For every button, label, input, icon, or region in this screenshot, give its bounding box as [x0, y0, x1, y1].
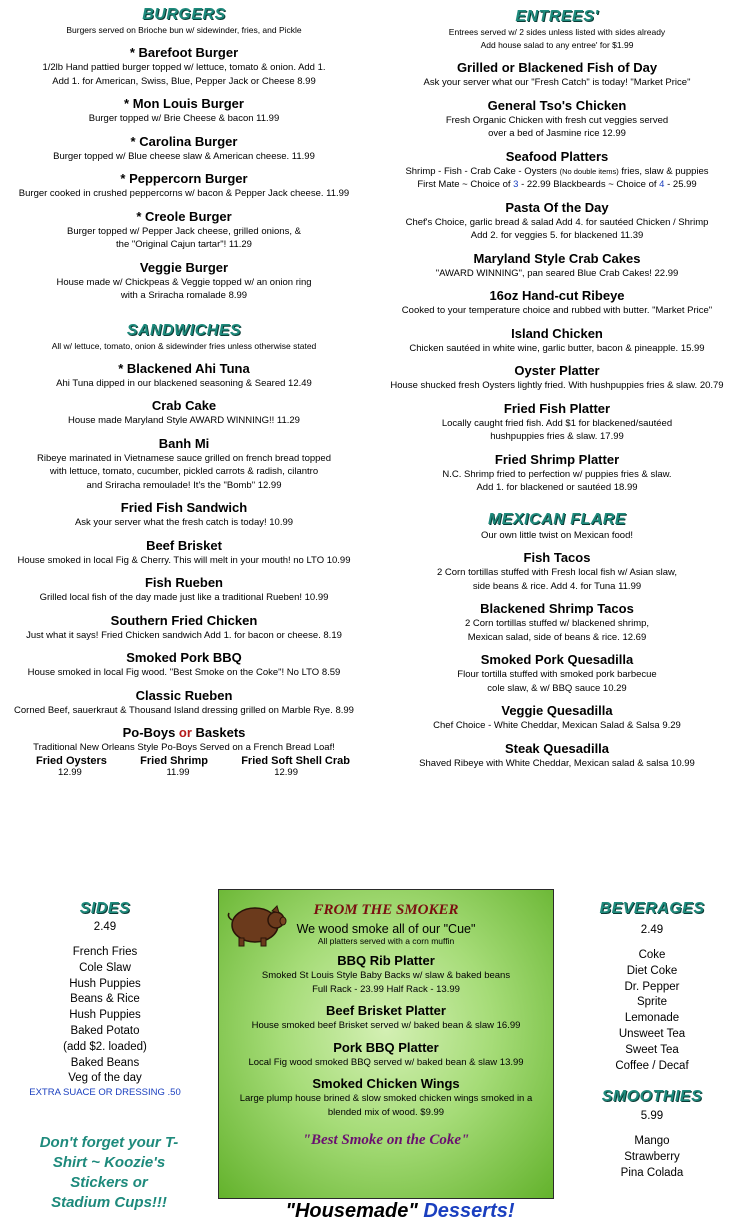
side-item: French Fries — [72, 946, 138, 958]
mexican-item-desc: Chef Choice - White Cheddar, Mexican Salad & Salsa 9.29 — [433, 720, 681, 731]
mexican-item-name: Veggie Quesadilla — [501, 703, 613, 718]
beverages-heading: BEVERAGES — [599, 900, 705, 917]
smoker-item — [219, 1040, 553, 1070]
entree-list-b — [376, 200, 738, 495]
beverage-item: Diet Coke — [626, 964, 678, 977]
smoker-item-name: BBQ Rib Platter — [337, 953, 435, 968]
beverage-item: Coffee / Decaf — [615, 1059, 689, 1072]
burger-item-name: * Mon Louis Burger — [124, 96, 244, 111]
entree-item-desc: over a bed of Jasmine rice 12.99 — [488, 128, 626, 139]
sides-section — [0, 900, 210, 1098]
burger-item-desc: Add 1. for American, Swiss, Blue, Pepper Jack or Cheese 8.99 — [52, 75, 316, 87]
poboy-price: 11.99 — [166, 766, 190, 778]
sandwich-item-desc: with lettuce, tomato, cucumber, pickled carrots & radish, cilantro — [49, 466, 319, 477]
burger-item-desc: the "Original Cajun tartar"! 11.29 — [116, 239, 252, 250]
smoker-heading: FROM THE SMOKER — [313, 902, 459, 918]
side-item: (add $2. loaded) — [63, 1040, 147, 1053]
poboy-option: Fried Oysters — [36, 754, 107, 767]
mexican-item-desc: cole slaw, & w/ BBQ sauce 10.29 — [487, 682, 627, 694]
beverages-section — [566, 900, 738, 1182]
entree-item-desc: Chicken sautéed in white wine, garlic butter, bacon & pineapple. 15.99 — [409, 342, 705, 354]
burger-item-desc: House made w/ Chickpeas & Veggie topped w/ an onion ring — [56, 276, 312, 288]
sandwiches-note: All w/ lettuce, tomato, onion & sidewinder fries unless otherwise stated — [51, 340, 317, 351]
mexican-list — [376, 550, 738, 770]
sandwich-item-name: Fried Fish Sandwich — [120, 500, 248, 515]
sandwich-item — [0, 688, 368, 718]
pig-icon — [225, 898, 287, 948]
entree-item-desc: Fresh Organic Chicken with fresh cut veggies served — [445, 114, 669, 126]
burger-item — [0, 209, 368, 252]
merch-promo — [14, 1133, 204, 1213]
side-item: Veg of the day — [68, 1072, 142, 1085]
entrees-heading: ENTREES' — [515, 8, 599, 25]
sandwich-item-desc: Ribeye marinated in Vietnamese sauce grilled on french bread topped — [37, 452, 331, 464]
smoker-item-name: Smoked Chicken Wings — [312, 1076, 460, 1091]
sandwich-item — [0, 398, 368, 428]
entree-item — [376, 60, 738, 90]
smoothie-item: Mango — [634, 1135, 670, 1148]
poboy-price: 12.99 — [58, 766, 82, 778]
sandwich-item-name: Southern Fried Chicken — [110, 612, 258, 628]
side-item: Beans & Rice — [70, 993, 140, 1006]
burgers-heading: BURGERS — [142, 6, 226, 23]
sandwich-item — [0, 575, 368, 605]
entree-item-name: Oyster Platter — [514, 363, 600, 378]
merch-line: Stickers or — [70, 1174, 148, 1191]
smoker-item — [219, 1076, 553, 1119]
seafood-platters — [376, 149, 738, 192]
burger-item-name: * Peppercorn Burger — [120, 171, 248, 186]
burger-item-desc: Burger topped w/ Pepper Jack cheese, grilled onions, & — [67, 225, 301, 237]
beverage-item: Sprite — [636, 996, 668, 1009]
side-item: Baked Beans — [70, 1056, 140, 1069]
entree-item-name: Grilled or Blackened Fish of Day — [456, 60, 658, 75]
beverages-list — [566, 948, 738, 1074]
sandwich-item-name: * Blackened Ahi Tuna — [118, 360, 250, 376]
entrees-note-1: Entrees served w/ 2 sides unless listed with sides already — [448, 27, 666, 37]
sandwich-item-desc: and Sriracha remoulade! It's the "Bomb" 12.99 — [86, 479, 282, 491]
entree-list-a — [376, 60, 738, 141]
sandwich-item — [0, 613, 368, 643]
desserts-part-2: Desserts! — [423, 1200, 515, 1222]
mexican-item — [376, 652, 738, 695]
burger-item-desc: 1/2lb Hand pattied burger topped w/ lettuce, tomato & onion. Add 1. — [42, 62, 326, 73]
beverage-item: Lemonade — [624, 1012, 680, 1025]
smoothies-list — [566, 1134, 738, 1181]
sandwich-item-name: Crab Cake — [151, 398, 217, 413]
seafood-line-1: Shrimp - Fish - Crab Cake - Oysters (No double items) fries, slaw & puppies — [405, 165, 709, 177]
entree-item — [376, 288, 738, 318]
right-column — [376, 0, 738, 770]
entree-item — [376, 452, 738, 495]
mexican-note: Our own little twist on Mexican food! — [480, 529, 634, 541]
poboys-desc: Traditional New Orleans Style Po-Boys Served on a French Bread Loaf! — [33, 742, 335, 753]
mexican-item-desc: side beans & rice. Add 4. for Tuna 11.99 — [472, 580, 642, 592]
smoker-item-desc: House smoked beef Brisket served w/ baked bean & slaw 16.99 — [251, 1020, 521, 1031]
beverage-item: Coke — [638, 949, 666, 961]
sandwich-item-name: Banh Mi — [158, 435, 210, 451]
mexican-item-name: Smoked Pork Quesadilla — [480, 652, 634, 667]
entree-item-desc: Add 1. for blackened or sautéed 18.99 — [476, 482, 638, 493]
smoothies-price: 5.99 — [640, 1110, 664, 1123]
sandwich-item — [0, 650, 368, 680]
sandwich-item-name: Beef Brisket — [146, 537, 222, 553]
sides-heading: SIDES — [79, 900, 131, 917]
entree-item — [376, 251, 738, 281]
mexican-item — [376, 550, 738, 593]
entree-item-name: Fried Fish Platter — [503, 400, 611, 416]
merch-line: Shirt ~ Koozie's — [52, 1154, 166, 1171]
merch-line: Don't forget your T- — [39, 1134, 179, 1151]
entree-item-name: 16oz Hand-cut Ribeye — [489, 288, 625, 303]
side-item: Hush Puppies — [69, 1009, 141, 1022]
mexican-item — [376, 741, 738, 771]
smoker-box — [218, 889, 554, 1199]
sides-price: 2.49 — [93, 921, 117, 933]
smoker-tagline: We wood smoke all of our "Cue" — [296, 922, 476, 936]
beverage-item: Sweet Tea — [625, 1043, 679, 1056]
sandwich-item-desc: Ask your server what the fresh catch is today! 10.99 — [74, 517, 294, 528]
poboy-option: Fried Soft Shell Crab — [241, 754, 350, 767]
sandwich-item-desc: Corned Beef, sauerkraut & Thousand Island dressing grilled on Marble Rye. 8.99 — [14, 704, 354, 716]
smoothies-heading: SMOOTHIES — [601, 1088, 703, 1106]
burger-item — [0, 45, 368, 88]
mexican-item-name: Steak Quesadilla — [504, 740, 610, 756]
smoker-item-name: Beef Brisket Platter — [326, 1003, 446, 1018]
smoker-slogan: "Best Smoke on the Coke" — [302, 1132, 470, 1148]
entree-item — [376, 401, 738, 444]
entree-item-desc: Chef's Choice, garlic bread & salad Add 4. for sautéed Chicken / Shrimp — [405, 216, 709, 228]
burger-item-name: * Barefoot Burger — [129, 45, 239, 60]
burger-item-desc: Burger topped w/ Brie Cheese & bacon 11.99 — [88, 113, 280, 124]
side-item: Hush Puppies — [69, 977, 141, 990]
sandwich-item — [0, 436, 368, 493]
entree-item — [376, 363, 738, 393]
burgers-note: Burgers served on Brioche bun w/ sidewinder, fries, and Pickle — [66, 25, 302, 35]
entrees-note-2: Add house salad to any entree' for $1.99 — [480, 40, 634, 50]
mexican-item — [376, 601, 738, 644]
mexican-item-desc: 2 Corn tortillas stuffed with Fresh local fish w/ Asian slaw, — [436, 567, 678, 578]
sandwich-item-desc: Just what it says! Fried Chicken sandwich Add 1. for bacon or cheese. 8.19 — [26, 629, 342, 641]
sandwich-item-name: Classic Rueben — [135, 687, 233, 703]
mexican-item-desc: Flour tortilla stuffed with smoked pork barbecue — [457, 669, 657, 680]
sandwich-item-name: Fish Rueben — [144, 575, 223, 590]
burger-item — [0, 96, 368, 126]
desserts-banner — [230, 1200, 570, 1223]
sandwiches-heading: SANDWICHES — [126, 321, 242, 339]
poboys-prices — [0, 767, 368, 778]
sandwich-item — [0, 538, 368, 568]
entree-item-name: Maryland Style Crab Cakes — [473, 250, 641, 266]
beverage-item: Dr. Pepper — [624, 980, 680, 993]
mexican-item-name: Blackened Shrimp Tacos — [480, 601, 634, 616]
smoker-note: All platters served with a corn muffin — [317, 936, 455, 946]
seafood-line-2: First Mate ~ Choice of 3 - 22.99 Blackbeards ~ Choice of 4 - 25.99 — [417, 179, 697, 190]
mexican-item-desc: Mexican salad, side of beans & rice. 12.69 — [467, 631, 647, 643]
sandwich-item-desc: Grilled local fish of the day made just like a traditional Rueben! 10.99 — [39, 592, 329, 603]
side-item: Baked Potato — [70, 1024, 140, 1037]
burger-item — [0, 134, 368, 164]
entree-item — [376, 98, 738, 141]
sides-list — [0, 945, 210, 1087]
burger-item — [0, 260, 368, 303]
merch-line: Stadium Cups!!! — [51, 1194, 167, 1211]
entree-item-name: Fried Shrimp Platter — [494, 451, 620, 467]
sandwich-item-desc: House made Maryland Style AWARD WINNING!! 11.29 — [68, 415, 300, 426]
beverages-price: 2.49 — [640, 924, 664, 936]
smoker-item — [219, 953, 553, 996]
smoker-item-desc: Local Fig wood smoked BBQ served w/ baked bean & slaw 13.99 — [248, 1056, 524, 1068]
smoothie-item: Strawberry — [624, 1151, 680, 1164]
burger-item-desc: Burger cooked in crushed peppercorns w/ bacon & Pepper Jack cheese. 11.99 — [18, 188, 350, 199]
desserts-part-1: "Housemade" — [285, 1200, 424, 1222]
poboys-options — [0, 755, 368, 767]
entree-item-name: Island Chicken — [511, 325, 603, 341]
entree-item-desc: Ask your server what our "Fresh Catch" is today! "Market Price" — [423, 77, 691, 88]
left-column — [0, 0, 368, 778]
entree-item — [376, 326, 738, 356]
sides-extra: EXTRA SUACE OR DRESSING .50 — [29, 1087, 181, 1099]
mexican-item-desc: 2 Corn tortillas stuffed w/ blackened shrimp, — [464, 618, 650, 629]
burger-item — [0, 171, 368, 201]
sandwich-item — [0, 361, 368, 391]
sandwich-item-name: Smoked Pork BBQ — [126, 650, 242, 665]
smoker-list — [219, 953, 553, 1119]
smoker-item-desc: Full Rack - 23.99 Half Rack - 13.99 — [312, 983, 460, 995]
beverage-item: Unsweet Tea — [618, 1027, 686, 1040]
smoothie-item: Pina Colada — [620, 1166, 684, 1179]
poboys-title: Po-Boys or Baskets — [122, 725, 246, 740]
sandwich-item-desc: House smoked in local Fig & Cherry. This will melt in your mouth! no LTO 10.99 — [17, 554, 351, 566]
burger-item-desc: with a Sriracha romalade 8.99 — [120, 290, 248, 301]
mexican-item — [376, 703, 738, 733]
burger-item-desc: Burger topped w/ Blue cheese slaw & American cheese. 11.99 — [53, 150, 315, 162]
burger-item-name: * Creole Burger — [136, 208, 232, 224]
sandwich-item-desc: Ahi Tuna dipped in our blackened seasoning & Seared 12.49 — [56, 377, 312, 389]
sandwich-item — [0, 500, 368, 530]
entree-item-desc: N.C. Shrimp fried to perfection w/ puppies fries & slaw. — [442, 468, 672, 480]
side-item: Cole Slaw — [79, 961, 131, 974]
smoker-item — [219, 1003, 553, 1033]
burger-list — [0, 45, 368, 303]
mexican-item-desc: Shaved Ribeye with White Cheddar, Mexican salad & salsa 10.99 — [419, 757, 695, 769]
poboy-price: 12.99 — [274, 766, 298, 778]
entree-item-desc: hushpuppies fries & slaw. 17.99 — [490, 431, 624, 442]
sandwich-item-desc: House smoked in local Fig wood. "Best Smoke on the Coke"! No LTO 8.59 — [27, 667, 341, 678]
entree-item-desc: House shucked fresh Oysters lightly fried. With hushpuppies fries & slaw. 20.79 — [390, 380, 724, 391]
poboys-section — [0, 725, 368, 778]
entree-item — [376, 200, 738, 243]
entree-item-name: Pasta Of the Day — [505, 199, 609, 215]
entree-item-desc: Cooked to your temperature choice and rubbed with butter. "Market Price" — [401, 305, 713, 316]
mexican-heading: MEXICAN FLARE — [487, 510, 627, 528]
entree-item-desc: Add 2. for veggies 5. for blackened 11.39 — [470, 230, 644, 241]
smoker-item-desc: blended mix of wood. $9.99 — [327, 1106, 445, 1118]
smoker-item-desc: Large plump house brined & slow smoked chicken wings smoked in a — [239, 1093, 533, 1104]
burger-item-name: * Carolina Burger — [130, 133, 238, 149]
poboy-option: Fried Shrimp — [140, 754, 208, 767]
entree-item-desc: "AWARD WINNING", pan seared Blue Crab Cakes! 22.99 — [435, 267, 679, 279]
smoker-item-name: Pork BBQ Platter — [333, 1039, 439, 1055]
entree-item-name: General Tso's Chicken — [487, 97, 627, 113]
seafood-name: Seafood Platters — [505, 148, 609, 164]
burger-item-name: Veggie Burger — [139, 259, 229, 275]
smoker-item-desc: Smoked St Louis Style Baby Backs w/ slaw & baked beans — [261, 970, 511, 981]
mexican-item-name: Fish Tacos — [523, 550, 591, 565]
entree-item-desc: Locally caught fried fish. Add $1 for blackened/sautéed — [441, 417, 673, 429]
sandwich-list — [0, 361, 368, 718]
